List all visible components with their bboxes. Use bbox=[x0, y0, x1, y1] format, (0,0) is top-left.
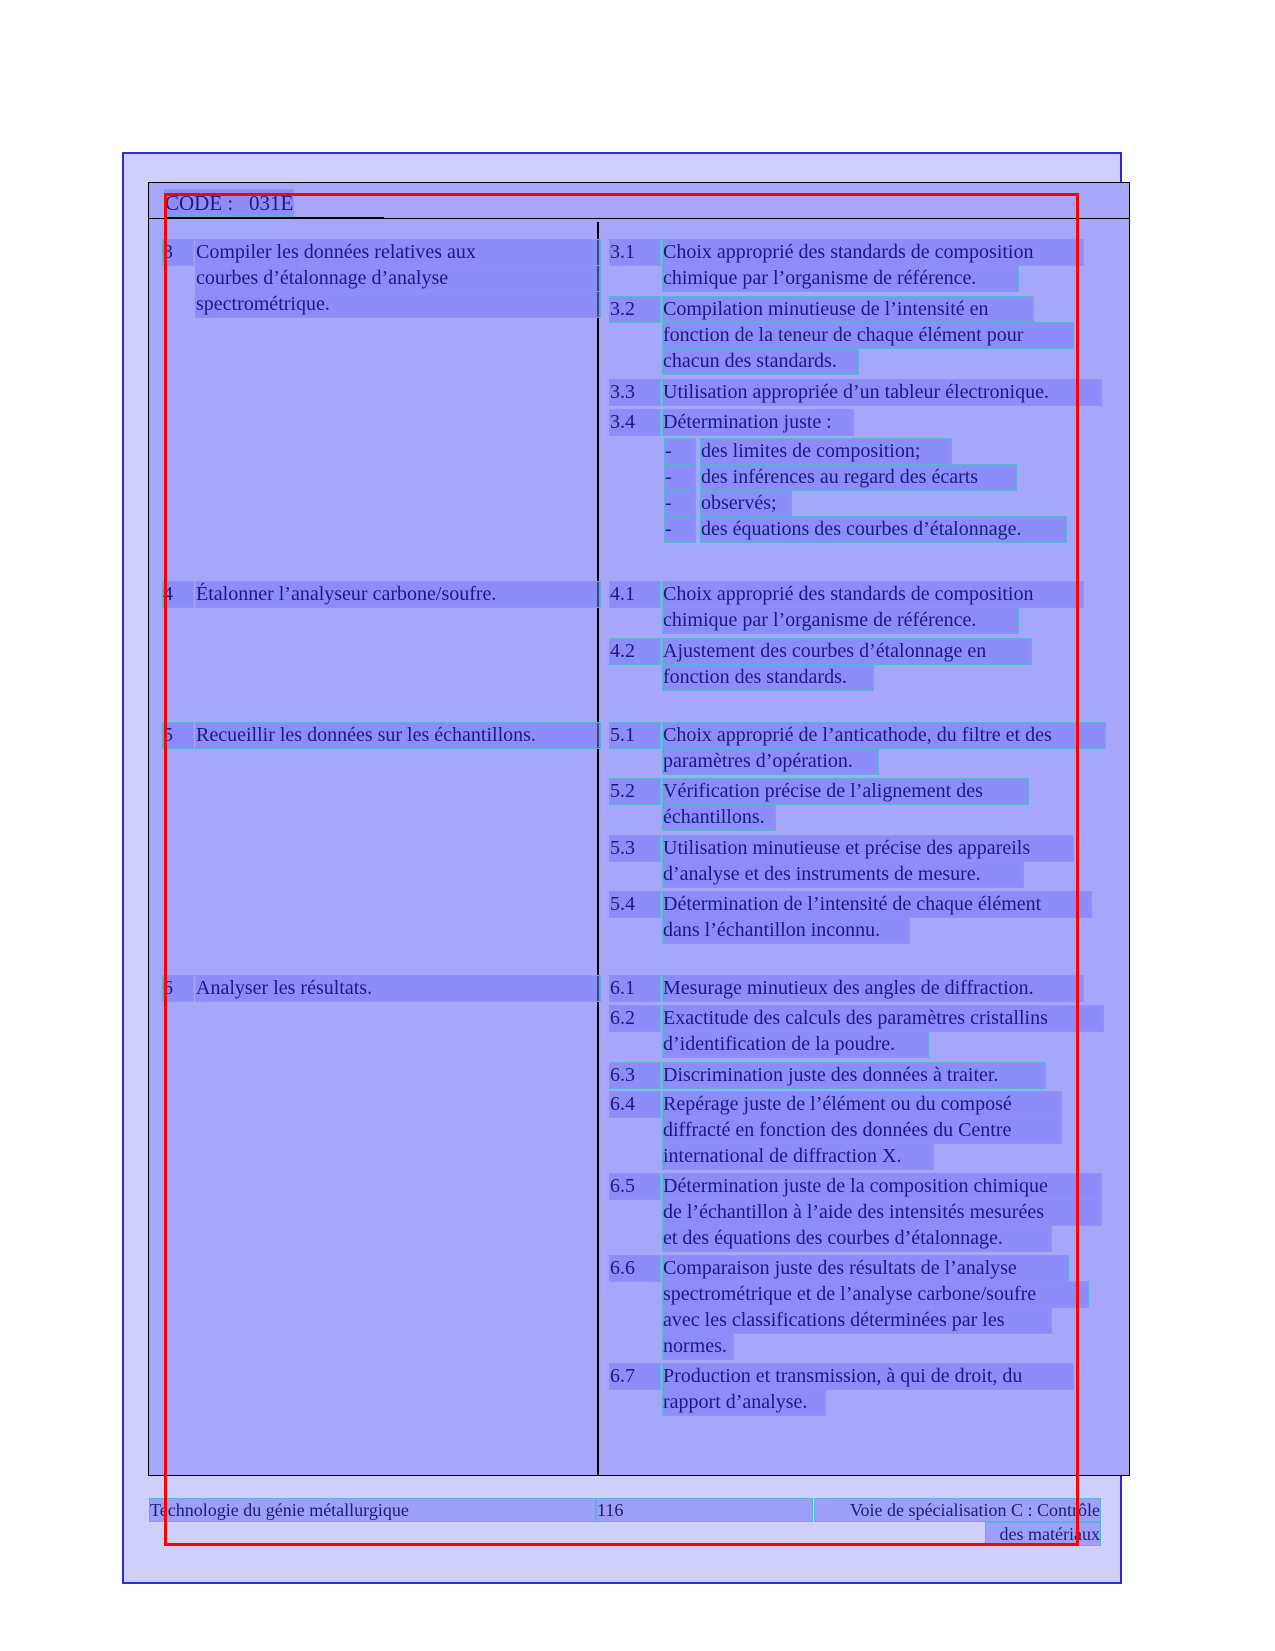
footer-left: Technologie du génie métallurgique bbox=[150, 1499, 595, 1521]
table-header-rule bbox=[148, 218, 1130, 219]
competency-number: 5 bbox=[163, 723, 193, 748]
bullet-text: observés; bbox=[701, 491, 791, 516]
criterion-number: 6.5 bbox=[610, 1174, 660, 1199]
criterion-number: 4.2 bbox=[610, 639, 660, 664]
footer-right-line2: des matériaux bbox=[986, 1523, 1100, 1545]
criterion-number: 5.3 bbox=[610, 836, 660, 861]
criterion-number: 3.4 bbox=[610, 410, 660, 435]
criterion-line: Comparaison juste des résultats de l’analyse bbox=[663, 1256, 1068, 1281]
criterion-line: Discrimination juste des données à traiter. bbox=[663, 1063, 1045, 1088]
bullet-marker: - bbox=[665, 491, 695, 516]
criterion-line: d’analyse et des instruments de mesure. bbox=[663, 862, 1023, 887]
criterion-line: Utilisation appropriée d’un tableur électronique. bbox=[663, 380, 1101, 405]
criterion-line: rapport d’analyse. bbox=[663, 1390, 825, 1415]
criterion-number: 6.3 bbox=[610, 1063, 660, 1088]
criterion-number: 5.1 bbox=[610, 723, 660, 748]
code-label: CODE : 031E bbox=[165, 191, 294, 215]
criterion-line: Ajustement des courbes d’étalonnage en bbox=[663, 639, 1031, 664]
criterion-line: fonction de la teneur de chaque élément pour bbox=[663, 323, 1073, 348]
competency-number: 3 bbox=[163, 240, 193, 265]
criterion-line: Mesurage minutieux des angles de diffraction. bbox=[663, 976, 1083, 1001]
bullet-marker: - bbox=[665, 465, 695, 490]
column-divider bbox=[597, 222, 599, 1476]
criterion-line: paramètres d’opération. bbox=[663, 749, 878, 774]
criterion-line: dans l’échantillon inconnu. bbox=[663, 918, 909, 943]
criterion-line: Choix approprié des standards de composition bbox=[663, 582, 1083, 607]
criterion-number: 4.1 bbox=[610, 582, 660, 607]
competency-line: Analyser les résultats. bbox=[196, 976, 600, 1001]
criterion-number: 6.6 bbox=[610, 1256, 660, 1281]
criterion-line: Vérification précise de l’alignement des bbox=[663, 779, 1028, 804]
criterion-line: Détermination de l’intensité de chaque élément bbox=[663, 892, 1091, 917]
criterion-line: Exactitude des calculs des paramètres cristallins bbox=[663, 1006, 1103, 1031]
footer-right: Voie de spécialisation C : Contrôle bbox=[815, 1499, 1100, 1521]
bullet-text: des inférences au regard des écarts bbox=[701, 465, 1016, 490]
criterion-line: fonction des standards. bbox=[663, 665, 873, 690]
bullet-text: des équations des courbes d’étalonnage. bbox=[701, 517, 1066, 542]
competency-line: Compiler les données relatives aux bbox=[196, 240, 600, 265]
page-number: 116 bbox=[597, 1499, 812, 1521]
criterion-line: international de diffraction X. bbox=[663, 1144, 933, 1169]
criterion-line: diffracté en fonction des données du Centre bbox=[663, 1118, 1061, 1143]
competency-line: Étalonner l’analyseur carbone/soufre. bbox=[196, 582, 600, 607]
competency-line: spectrométrique. bbox=[196, 292, 600, 317]
criterion-line: échantillons. bbox=[663, 805, 775, 830]
criterion-line: Détermination juste de la composition chimique bbox=[663, 1174, 1101, 1199]
bullet-marker: - bbox=[665, 517, 695, 542]
criterion-line: Choix approprié des standards de composition bbox=[663, 240, 1083, 265]
criterion-line: chimique par l’organisme de référence. bbox=[663, 608, 1018, 633]
criterion-line: Choix approprié de l’anticathode, du filtre et des bbox=[663, 723, 1105, 748]
competency-number: 4 bbox=[163, 582, 193, 607]
criterion-line: et des équations des courbes d’étalonnage. bbox=[663, 1226, 1051, 1251]
bullet-marker: - bbox=[665, 439, 695, 464]
criterion-number: 3.1 bbox=[610, 240, 660, 265]
code-underline bbox=[164, 217, 384, 218]
criterion-number: 3.3 bbox=[610, 380, 660, 405]
competency-line: Recueillir les données sur les échantillons. bbox=[196, 723, 600, 748]
bullet-text: des limites de composition; bbox=[701, 439, 951, 464]
criterion-line: chimique par l’organisme de référence. bbox=[663, 266, 1018, 291]
criterion-line: d’identification de la poudre. bbox=[663, 1032, 928, 1057]
criterion-number: 5.4 bbox=[610, 892, 660, 917]
criterion-line: Production et transmission, à qui de droit, du bbox=[663, 1364, 1073, 1389]
competency-number: 6 bbox=[163, 976, 193, 1001]
criterion-line: avec les classifications déterminées par les bbox=[663, 1308, 1051, 1333]
criterion-line: de l’échantillon à l’aide des intensités mesurées bbox=[663, 1200, 1101, 1225]
criterion-line: chacun des standards. bbox=[663, 349, 858, 374]
competency-line: courbes d’étalonnage d’analyse bbox=[196, 266, 600, 291]
criterion-line: spectrométrique et de l’analyse carbone/soufre bbox=[663, 1282, 1088, 1307]
criterion-line: Utilisation minutieuse et précise des appareils bbox=[663, 836, 1073, 861]
criterion-line: Compilation minutieuse de l’intensité en bbox=[663, 297, 1033, 322]
criterion-number: 3.2 bbox=[610, 297, 660, 322]
criterion-number: 6.2 bbox=[610, 1006, 660, 1031]
criterion-line: Détermination juste : bbox=[663, 410, 853, 435]
criterion-line: normes. bbox=[663, 1334, 733, 1359]
criterion-number: 5.2 bbox=[610, 779, 660, 804]
criterion-number: 6.1 bbox=[610, 976, 660, 1001]
criterion-number: 6.4 bbox=[610, 1092, 660, 1117]
criterion-number: 6.7 bbox=[610, 1364, 660, 1389]
criterion-line: Repérage juste de l’élément ou du composé bbox=[663, 1092, 1061, 1117]
